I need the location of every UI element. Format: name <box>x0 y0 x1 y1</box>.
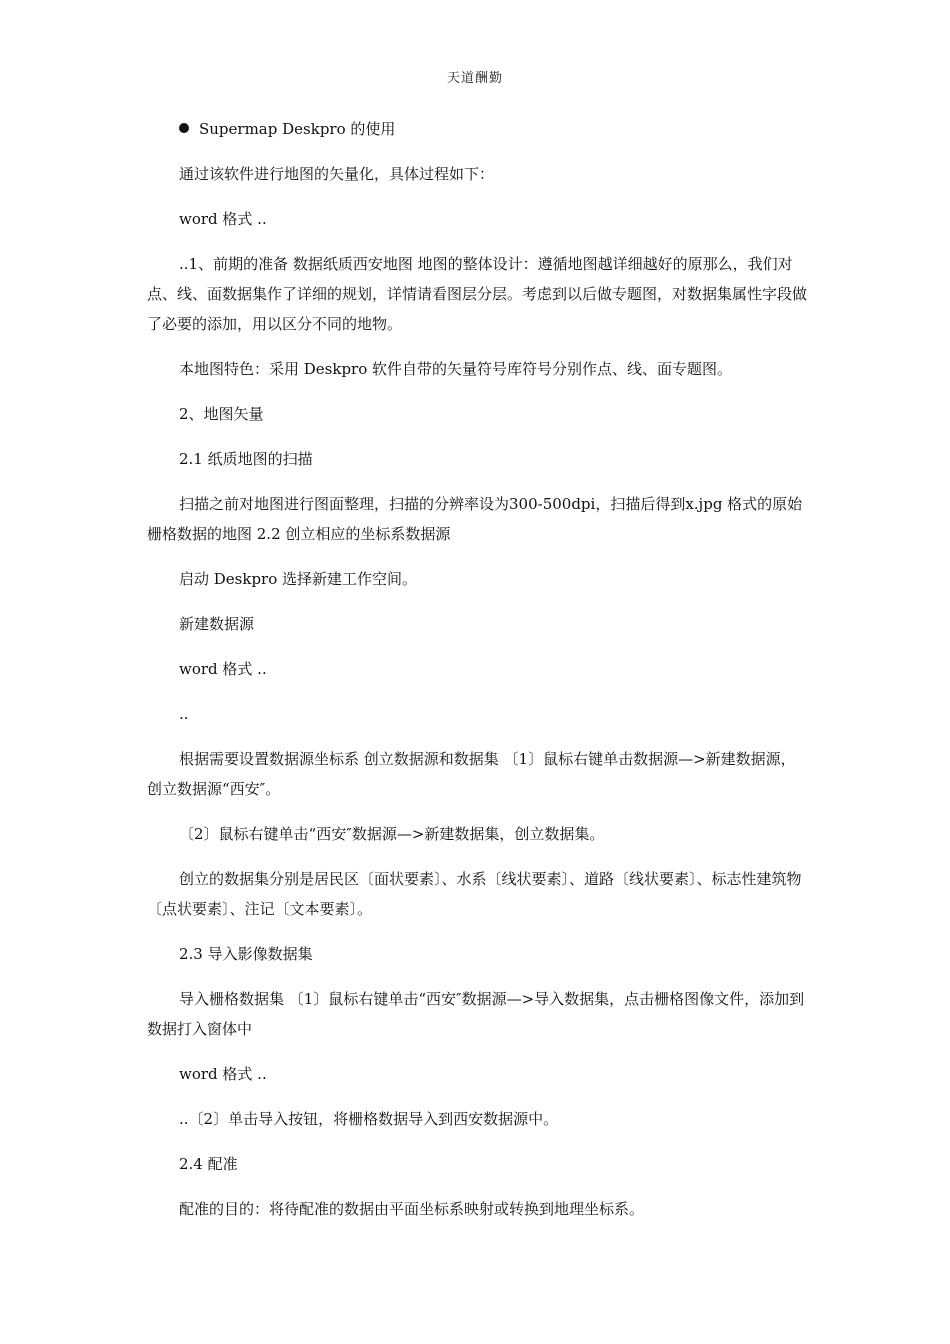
paragraph: 根据需要设置数据源坐标系 创立数据源和数据集 〔1〕鼠标右键单击数据源—>新建数据源，创立数据源“西安″。 <box>147 750 796 798</box>
paragraph: .. <box>179 705 189 723</box>
paragraph: word 格式 .. <box>179 1065 267 1083</box>
paragraph: 启动 Deskpro 选择新建工作空间。 <box>179 570 418 588</box>
paragraph: 〔2〕鼠标右键单击“西安″数据源—>新建数据集，创立数据集。 <box>179 825 605 843</box>
paragraph: 通过该软件进行地图的矢量化，具体过程如下： <box>179 165 495 183</box>
paragraph: 导入栅格数据集 〔1〕鼠标右键单击“西安″数据源—>导入数据集，点击栅格图像文件，添加到数据打入窗体中 <box>147 990 805 1038</box>
paragraph: word 格式 .. <box>179 660 267 678</box>
section-heading: 2.1 纸质地图的扫描 <box>179 450 313 468</box>
section-heading: 2.3 导入影像数据集 <box>179 945 313 963</box>
bullet-text: Supermap Deskpro 的使用 <box>199 120 396 138</box>
section-heading: 2、地图矢量 <box>179 405 264 423</box>
paragraph: word 格式 .. <box>179 210 267 228</box>
paragraph: 创立的数据集分别是居民区〔面状要素〕、水系〔线状要素〕、道路〔线状要素〕、标志性建筑物〔点状要素〕、注记〔文本要素〕。 <box>147 870 802 918</box>
document-body <box>147 114 807 1239</box>
page-header: 天道酬勤 <box>446 71 503 86</box>
paragraph: 配准的目的：将待配准的数据由平面坐标系映射或转换到地理坐标系。 <box>179 1200 645 1218</box>
bullet-paragraph <box>147 114 807 144</box>
paragraph: ..1、前期的准备 数据纸质西安地图 地图的整体设计：遵循地图越详细越好的原那么，我们对点、线、面数据集作了详细的规划，详情请看图层分层。考虑到以后做专题图，对数据集属性字段做了必要的添加，用以区分不同的地物。 <box>147 255 808 333</box>
paragraph: 本地图特色：采用 Deskpro 软件自带的矢量符号库符号分别作点、线、面专题图。 <box>179 360 733 378</box>
paragraph: 新建数据源 <box>179 615 255 633</box>
section-heading: 2.4 配准 <box>179 1155 238 1173</box>
bullet-icon <box>179 123 189 133</box>
paragraph: ..〔2〕单击导入按钮，将栅格数据导入到西安数据源中。 <box>179 1110 559 1128</box>
paragraph: 扫描之前对地图进行图面整理，扫描的分辨率设为300-500dpi，扫描后得到x.jpg 格式的原始栅格数据的地图 2.2 创立相应的坐标系数据源 <box>147 495 803 543</box>
